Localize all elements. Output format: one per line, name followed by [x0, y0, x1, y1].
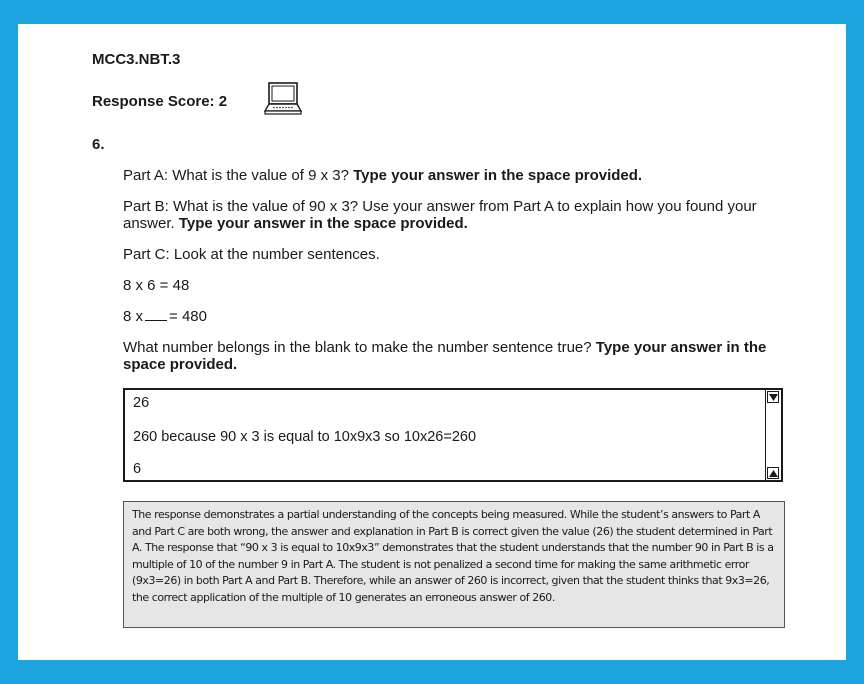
response-line-1: 26: [133, 395, 150, 411]
response-line-3: 6: [133, 461, 142, 477]
question-number: 6.: [92, 136, 105, 153]
part-b-text: [123, 198, 787, 232]
computer-icon: [264, 82, 302, 116]
response-textarea[interactable]: [123, 388, 783, 482]
answer-blank: [145, 309, 167, 321]
scroll-down-icon[interactable]: [767, 467, 779, 479]
scroll-up-icon[interactable]: [767, 391, 779, 403]
part-c-prompt: [123, 339, 787, 373]
part-b-instruction: Type your answer in the space provided.: [178, 215, 468, 232]
part-a-text: [123, 167, 787, 184]
scoring-commentary: The response demonstrates a partial understanding of the concepts being measured. While the student’s answers to Part A and Part C are both wrong, the answer and explanation in Part B is correct given the value (26) the student determined in Part A. The response that “90 x 3 is equal to 10x9x3” demonstrates that the student understands that the number 90 in Part B is a multiple of 10 of the number 9 in Part A. The student is not penalized a second time for making the same arithmetic error (9x3=26) in both Part A and Part B. Therefore, while an answer of 260 is incorrect, given that the student thinks that 9x3=26, the correct application of the multiple of 10 generates an erroneous answer of 260.: [123, 501, 785, 628]
number-sentence-1: 8 x 6 = 48: [123, 277, 190, 294]
prompt-question: What number belongs in the blank to make the number sentence true?: [123, 339, 596, 356]
standard-code: MCC3.NBT.3: [92, 51, 181, 68]
part-a-question: Part A: What is the value of 9 x 3?: [123, 167, 354, 184]
response-score: Response Score: 2: [92, 93, 228, 110]
prompt-instruction: Type your answer in the space provided.: [123, 339, 767, 373]
part-a-instruction: Type your answer in the space provided.: [353, 167, 643, 184]
response-line-2: 260 because 90 x 3 is equal to 10x9x3 so 10x26=260: [133, 429, 477, 445]
number-sentence-2: [123, 308, 787, 325]
sentence-2-left: 8 x: [123, 308, 144, 325]
scrollbar[interactable]: [765, 390, 781, 480]
part-c-text: Part C: Look at the number sentences.: [123, 246, 380, 263]
part-b-question: Part B: What is the value of 90 x 3? Use your answer from Part A to explain how you found your answer.: [123, 198, 757, 232]
document-page: [18, 24, 846, 660]
sentence-2-right: = 480: [169, 308, 207, 325]
